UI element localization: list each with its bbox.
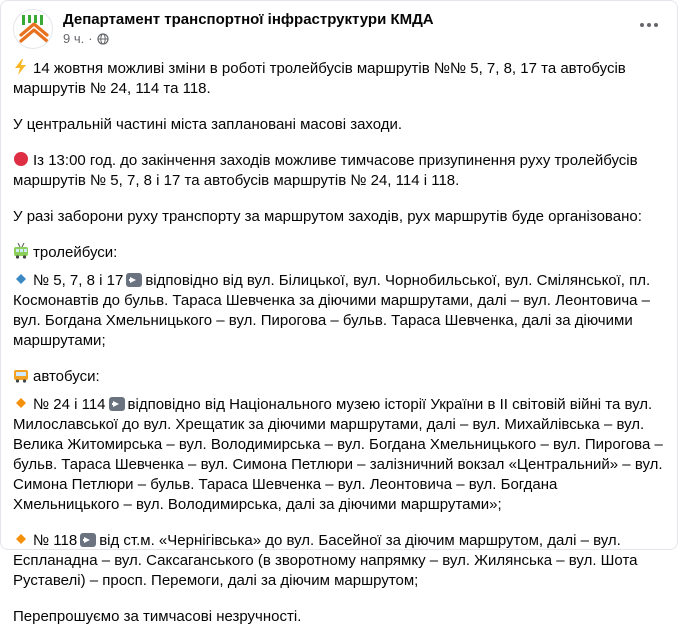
right-arrow-button-icon [109,397,125,411]
bus-emoji-icon [13,367,29,383]
globe-icon [97,33,109,45]
post-text: У разі заборони руху транспорту за маршрутом заходів, рух маршрутів буде організовано: [13,208,642,225]
post-text: 14 жовтня можливі зміни в роботі тролейбусів маршрутів №№ 5, 7, 8, 17 та автобусів маршрутів № 24, 114 та 118. [13,60,626,97]
post-text: У центральній частині міста заплановані масові заходи. [13,116,403,133]
right-arrow-button-icon [80,533,96,547]
post-text: тролейбуси: [33,244,118,261]
post-header [13,9,663,49]
post-paragraph [13,115,665,135]
post-text: відповідно від вул. Білицької, вул. Чорнобильської, вул. Смілянської, пл. Космонавтів до бульв. Тараса Шевченка за діючими маршрутами, далі – вул. Леонтовича – вул. Богдана Хмельницького – вул. Пирогова – бульв. Тараса Шевченка, далі за діючими маршрутами; [13,272,651,349]
post-paragraph [13,151,665,191]
more-options-icon[interactable] [635,15,663,35]
kmda-logo-icon [14,10,53,49]
trolleybus-heading [13,243,665,263]
red-circle-emoji-icon [13,151,29,167]
route-label: № 5, 7, 8 і 17 [33,272,124,289]
small-orange-diamond-icon [13,395,29,411]
route-label: № 118 [33,532,78,549]
page-name-link[interactable]: Департамент транспортної інфраструктури КМДА [63,11,434,28]
post-paragraph [13,271,665,351]
post-text: Із 13:00 год. до закінчення заходів можливе тимчасове призупинення руху тролейбусів маршрутів № 5, 7, 8 і 17 та автобусів маршрутів № 24, 114 і 118. [13,152,638,189]
post-paragraph-closing [13,607,665,627]
post-text: відповідно від Національного музею історії України в ІІ світовій війні та вул. Милославської до вул. Хрещатик за діючими маршрутами, далі – вул. Михайлівська – вул. Велика Житомирська – вул. Володимирська – вул. Богдана Хмельницького – вул. Пирогова – бульв. Тараса Шевченка – вул. Симона Петлюри – залізничний вокзал «Центральний» – вул. Симона Петлюри – бульв. Тараса Шевченка – вул. Леонтовича – вул. Богдана Хмельницького – вул. Володимирська, далі за діючими маршрутами»; [13,396,663,513]
lightning-emoji-icon [13,59,29,75]
small-blue-diamond-icon [13,271,29,287]
route-label: № 24 і 114 [33,396,106,413]
post-paragraph [13,531,665,591]
page-avatar[interactable] [13,9,53,49]
small-orange-diamond-icon [13,531,29,547]
post-paragraph-intro [13,59,665,99]
bus-heading [13,367,665,387]
post-meta [63,31,109,46]
post-paragraph [13,395,665,515]
post-text: від ст.м. «Чернігівська» до вул. Басейної за діючим маршрутом, далі – вул. Еспланадна – вул. Саксаганського (в зворотному напрямку – вул. Жилянська – вул. Шота Руставелі) – просп. Перемоги, далі за діючим маршрутом; [13,532,638,589]
trolleybus-emoji-icon [13,243,29,259]
post-body [13,59,665,643]
post-text: Перепрошуємо за тимчасові незручності. [13,608,302,625]
right-arrow-button-icon [126,273,142,287]
post-text: автобуси: [33,368,100,385]
post-paragraph [13,207,665,227]
post-time[interactable]: 9 ч. [63,31,85,46]
meta-separator: · [88,31,93,46]
